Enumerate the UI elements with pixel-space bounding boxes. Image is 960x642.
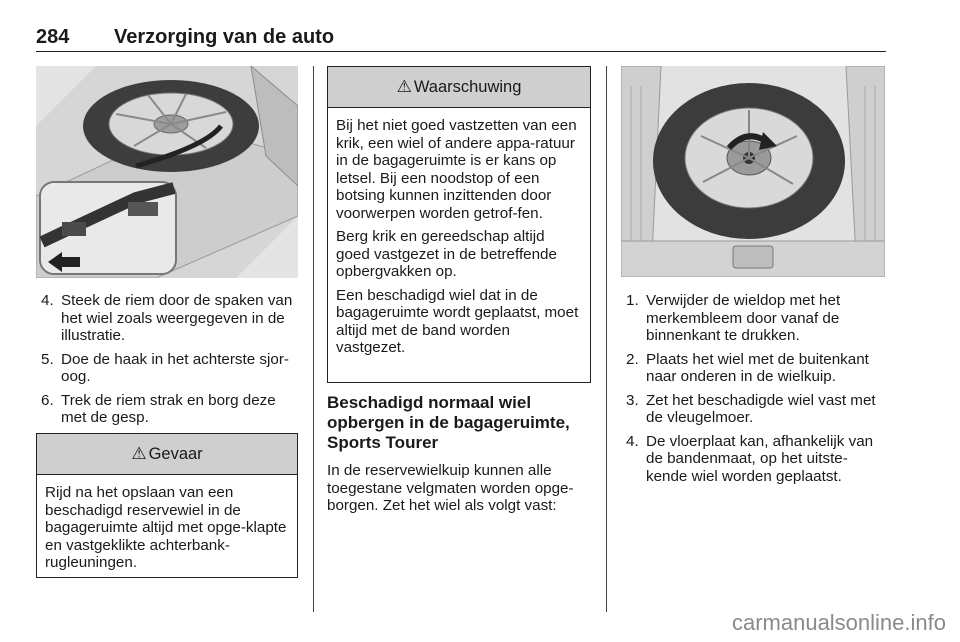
column-divider-1 <box>313 66 314 612</box>
step-text: Zet het beschadigde wiel vast met de vleugelmoer. <box>646 391 876 426</box>
list-item <box>621 433 887 486</box>
step-list-storage <box>36 292 300 433</box>
list-item <box>36 292 300 345</box>
warning-paragraph: Een beschadigd wiel dat in de bagageruimte wordt geplaatst, moet altijd met de band worden vastgezet. <box>336 286 579 356</box>
column-divider-2 <box>606 66 607 612</box>
step-text: Doe de haak in het achterste sjor-oog. <box>61 350 289 385</box>
section-heading: Beschadigd normaal wiel opbergen in de bagageruimte, Sports Tourer <box>327 393 570 452</box>
step-list-wheel-well <box>621 292 887 491</box>
danger-box-header <box>37 434 297 475</box>
header-rule <box>36 51 886 52</box>
warning-box-header <box>328 67 590 108</box>
wheel-well-drawing <box>621 66 885 277</box>
danger-box <box>36 433 298 578</box>
page-number: 284 <box>36 26 70 48</box>
step-text: Plaats het wiel met de buitenkant naar onderen in de wielkuip. <box>646 350 869 385</box>
warning-triangle-icon: ⚠ <box>396 77 412 96</box>
list-item <box>36 351 300 386</box>
warning-paragraph: Berg krik en gereedschap altijd goed vastgezet in de betreffende opbergvakken op. <box>336 228 557 280</box>
warning-box-body <box>328 108 590 357</box>
step-number: 2. <box>626 350 639 368</box>
warning-triangle-icon: ⚠ <box>131 444 147 463</box>
section-paragraph: In de reservewielkuip kunnen alle toegestane velgmaten worden opge-borgen. Zet het wiel als volgt vast: <box>327 462 574 514</box>
danger-box-body <box>37 475 297 572</box>
step-number: 5. <box>41 350 54 368</box>
trunk-wheel-strap-illustration <box>36 66 298 278</box>
danger-text: Rijd na het opslaan van een beschadigd reservewiel in de bagageruimte altijd met opge-klapte en vastgeklikte achterbank-rugleuningen. <box>45 484 287 571</box>
wheel-well-illustration <box>621 66 885 277</box>
trunk-wheel-strap-drawing <box>36 66 298 278</box>
list-item <box>36 392 300 427</box>
step-text: De vloerplaat kan, afhankelijk van de bandenmaat, op het uitste-kende wiel worden geplaatst. <box>646 432 874 485</box>
step-text: Trek de riem strak en borg deze met de gesp. <box>61 391 276 426</box>
step-number: 3. <box>626 391 639 409</box>
step-number: 1. <box>626 292 639 309</box>
warning-box <box>327 66 591 383</box>
step-text: Steek de riem door de spaken van het wiel zoals weergegeven in de illustratie. <box>61 292 293 344</box>
step-number: 6. <box>41 391 54 409</box>
watermark-text: carmanualsonline.info <box>731 610 946 635</box>
list-item <box>621 292 887 345</box>
list-item <box>621 392 887 427</box>
page-title: Verzorging van de auto <box>114 26 335 48</box>
warning-title: Waarschuwing <box>413 77 522 96</box>
page-header <box>36 26 886 52</box>
danger-title: Gevaar <box>148 444 203 463</box>
step-text: Verwijder de wieldop met het merkembleem door vanaf de binnenkant te drukken. <box>646 292 841 344</box>
list-item <box>621 351 887 386</box>
warning-paragraph: Bij het niet goed vastzetten van een krik, een wiel of andere appa-ratuur in de bagageruimte is er kans op letsel. Bij een noodstop of een botsing kunnen inzittenden door voorwerpen worden getrof-fen. <box>336 117 577 222</box>
step-number: 4. <box>626 432 639 450</box>
step-number: 4. <box>41 292 54 309</box>
